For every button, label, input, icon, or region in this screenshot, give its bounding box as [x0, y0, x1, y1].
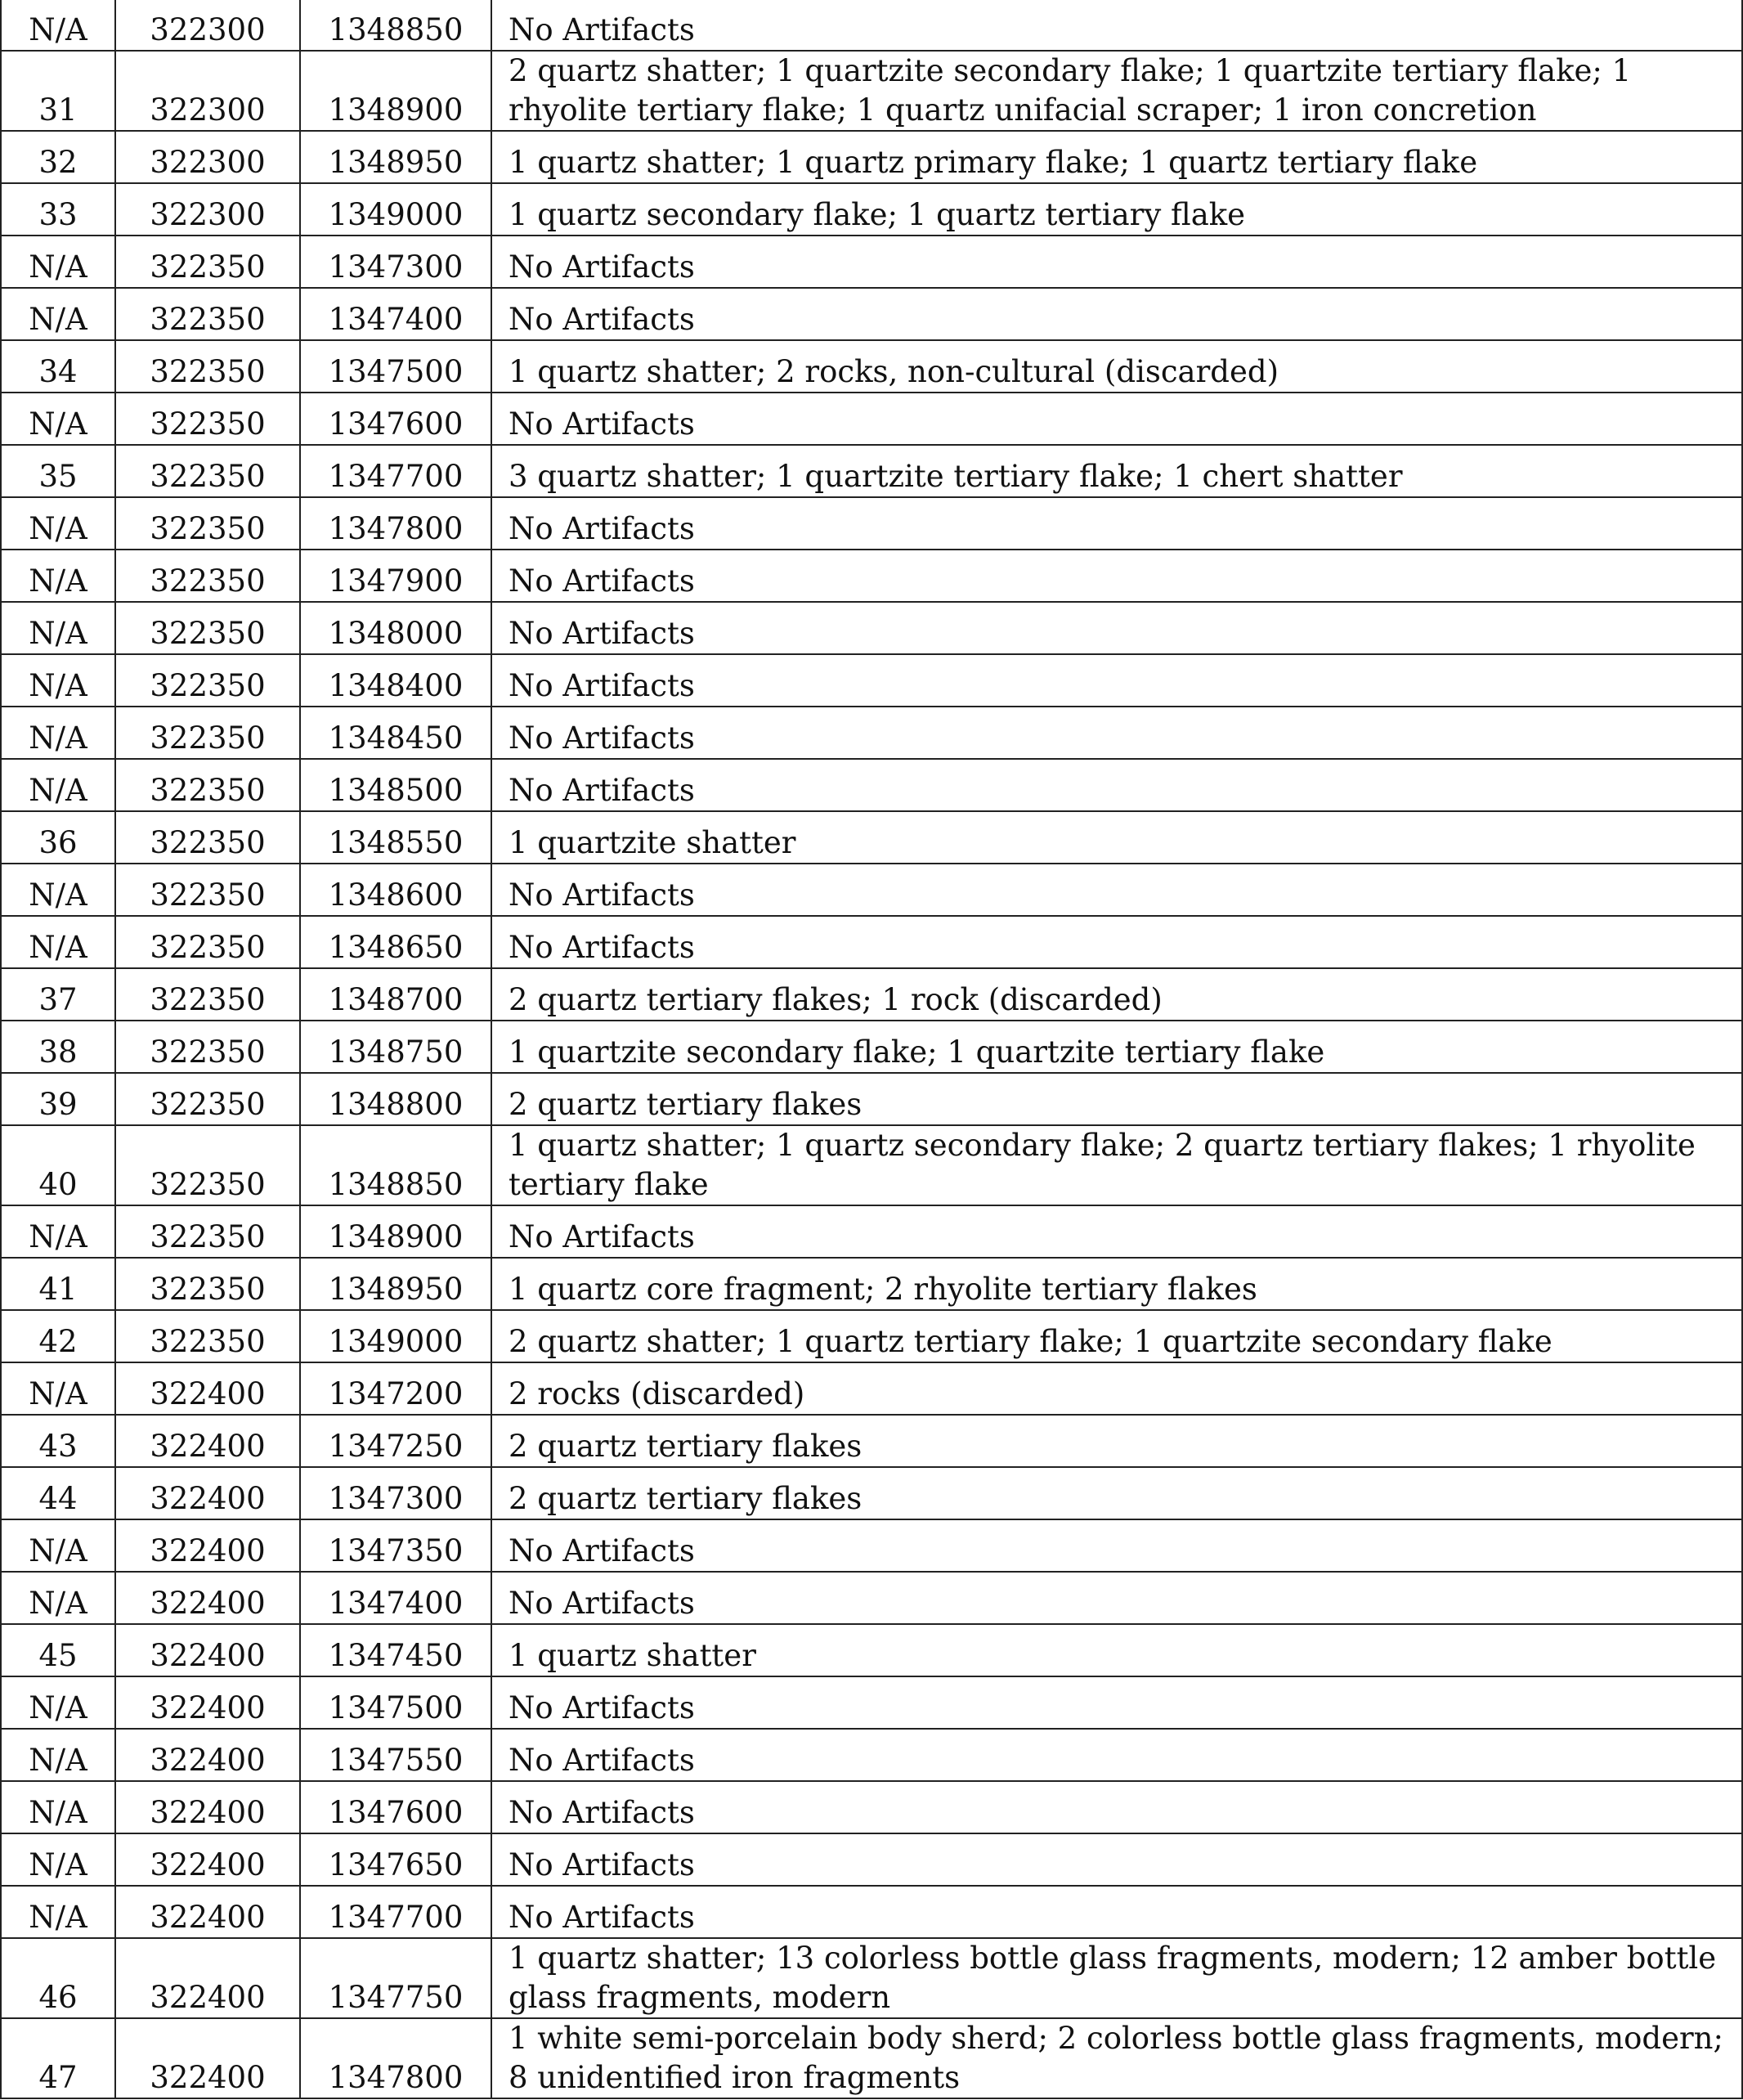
table-row — [1, 131, 1742, 183]
artifact-description: 2 quartz tertiary flakes; 1 rock (discarded) — [491, 968, 1742, 1021]
shovel-test-id: N/A — [1, 759, 115, 811]
artifact-description: No Artifacts — [491, 707, 1742, 759]
easting: 322300 — [115, 51, 300, 131]
table-row — [1, 759, 1742, 811]
northing: 1348750 — [300, 1021, 491, 1073]
northing: 1348950 — [300, 131, 491, 183]
northing: 1347300 — [300, 1467, 491, 1519]
easting: 322350 — [115, 550, 300, 602]
artifact-description: 1 quartz shatter; 1 quartz primary flake; 1 quartz tertiary flake — [491, 131, 1742, 183]
artifact-description: No Artifacts — [491, 0, 1742, 51]
northing: 1347550 — [300, 1729, 491, 1781]
northing: 1347400 — [300, 288, 491, 340]
artifact-description: 1 quartz shatter; 13 colorless bottle glass fragments, modern; 12 amber bottle glass fragments, modern — [491, 1938, 1742, 2018]
northing: 1348900 — [300, 51, 491, 131]
shovel-test-id: N/A — [1, 393, 115, 445]
table-row — [1, 1415, 1742, 1467]
shovel-test-id: N/A — [1, 654, 115, 707]
artifact-description: 1 quartz shatter; 1 quartz secondary flake; 2 quartz tertiary flakes; 1 rhyolite tertiary flake — [491, 1125, 1742, 1205]
artifact-description: 2 quartz shatter; 1 quartzite secondary flake; 1 quartzite tertiary flake; 1 rhyolite tertiary flake; 1 quartz unifacial scraper; 1 iron concretion — [491, 51, 1742, 131]
shovel-test-id: N/A — [1, 1729, 115, 1781]
shovel-test-id: N/A — [1, 1572, 115, 1624]
artifact-description: 1 quartz shatter; 2 rocks, non-cultural (discarded) — [491, 340, 1742, 393]
easting: 322350 — [115, 864, 300, 916]
northing: 1348000 — [300, 602, 491, 654]
easting: 322400 — [115, 1729, 300, 1781]
easting: 322350 — [115, 340, 300, 393]
table-row — [1, 236, 1742, 288]
easting: 322350 — [115, 654, 300, 707]
artifact-description: 2 quartz shatter; 1 quartz tertiary flake; 1 quartzite secondary flake — [491, 1310, 1742, 1362]
northing: 1347400 — [300, 1572, 491, 1624]
shovel-test-id: 32 — [1, 131, 115, 183]
easting: 322350 — [115, 1310, 300, 1362]
northing: 1347500 — [300, 1676, 491, 1729]
northing: 1347200 — [300, 1362, 491, 1415]
easting: 322350 — [115, 707, 300, 759]
easting: 322350 — [115, 288, 300, 340]
easting: 322350 — [115, 445, 300, 497]
shovel-test-id: N/A — [1, 550, 115, 602]
table-row — [1, 864, 1742, 916]
shovel-test-id: N/A — [1, 0, 115, 51]
artifact-description: No Artifacts — [491, 236, 1742, 288]
table-row — [1, 968, 1742, 1021]
easting: 322300 — [115, 183, 300, 236]
northing: 1347700 — [300, 1886, 491, 1938]
easting: 322350 — [115, 916, 300, 968]
easting: 322300 — [115, 131, 300, 183]
northing: 1347650 — [300, 1833, 491, 1886]
shovel-test-id: 43 — [1, 1415, 115, 1467]
table-row — [1, 1886, 1742, 1938]
easting: 322400 — [115, 1886, 300, 1938]
easting: 322400 — [115, 1833, 300, 1886]
northing: 1348400 — [300, 654, 491, 707]
table-row — [1, 183, 1742, 236]
northing: 1348850 — [300, 0, 491, 51]
table-row — [1, 1676, 1742, 1729]
easting: 322350 — [115, 497, 300, 550]
easting: 322400 — [115, 1362, 300, 1415]
shovel-test-id: 42 — [1, 1310, 115, 1362]
artifact-description: No Artifacts — [491, 759, 1742, 811]
artifact-description: No Artifacts — [491, 916, 1742, 968]
artifact-description: No Artifacts — [491, 602, 1742, 654]
northing: 1347350 — [300, 1519, 491, 1572]
artifact-description: 1 white semi-porcelain body sherd; 2 colorless bottle glass fragments, modern; 8 unidentified iron fragments — [491, 2018, 1742, 2098]
table-row — [1, 51, 1742, 131]
easting: 322400 — [115, 1415, 300, 1467]
northing: 1347600 — [300, 393, 491, 445]
shovel-test-id: 44 — [1, 1467, 115, 1519]
artifact-description: No Artifacts — [491, 288, 1742, 340]
artifact-description: No Artifacts — [491, 1833, 1742, 1886]
artifact-description: 1 quartz secondary flake; 1 quartz tertiary flake — [491, 183, 1742, 236]
shovel-test-id: N/A — [1, 497, 115, 550]
easting: 322300 — [115, 0, 300, 51]
shovel-test-id: N/A — [1, 236, 115, 288]
table-row — [1, 1021, 1742, 1073]
easting: 322350 — [115, 393, 300, 445]
table-row — [1, 1624, 1742, 1676]
northing: 1347900 — [300, 550, 491, 602]
easting: 322350 — [115, 811, 300, 864]
easting: 322400 — [115, 1624, 300, 1676]
northing: 1348550 — [300, 811, 491, 864]
shovel-test-id: N/A — [1, 1676, 115, 1729]
shovel-test-id: N/A — [1, 1781, 115, 1833]
artifact-description: No Artifacts — [491, 1729, 1742, 1781]
table-row — [1, 1781, 1742, 1833]
shovel-test-id: 46 — [1, 1938, 115, 2018]
northing: 1347750 — [300, 1938, 491, 2018]
northing: 1349000 — [300, 183, 491, 236]
shovel-test-id: 35 — [1, 445, 115, 497]
northing: 1349000 — [300, 1310, 491, 1362]
easting: 322350 — [115, 759, 300, 811]
easting: 322350 — [115, 236, 300, 288]
northing: 1347300 — [300, 236, 491, 288]
artifact-description: 2 quartz tertiary flakes — [491, 1415, 1742, 1467]
easting: 322400 — [115, 1519, 300, 1572]
northing: 1348500 — [300, 759, 491, 811]
northing: 1347500 — [300, 340, 491, 393]
shovel-test-id: N/A — [1, 864, 115, 916]
table-row — [1, 1467, 1742, 1519]
table-row — [1, 393, 1742, 445]
artifact-description: 2 quartz tertiary flakes — [491, 1073, 1742, 1125]
artifact-description: No Artifacts — [491, 654, 1742, 707]
table-row — [1, 1938, 1742, 2018]
northing: 1347250 — [300, 1415, 491, 1467]
shovel-test-id: N/A — [1, 1519, 115, 1572]
table-row — [1, 1729, 1742, 1781]
shovel-test-id: N/A — [1, 707, 115, 759]
easting: 322350 — [115, 968, 300, 1021]
shovel-test-id: 31 — [1, 51, 115, 131]
artifact-description: 2 quartz tertiary flakes — [491, 1467, 1742, 1519]
artifact-table-body — [1, 0, 1742, 2098]
artifact-description: 3 quartz shatter; 1 quartzite tertiary flake; 1 chert shatter — [491, 445, 1742, 497]
northing: 1348600 — [300, 864, 491, 916]
shovel-test-id: 38 — [1, 1021, 115, 1073]
artifact-description: No Artifacts — [491, 1886, 1742, 1938]
easting: 322400 — [115, 2018, 300, 2098]
table-row — [1, 1362, 1742, 1415]
shovel-test-id: N/A — [1, 1362, 115, 1415]
shovel-test-id: 41 — [1, 1258, 115, 1310]
shovel-test-id: N/A — [1, 916, 115, 968]
table-row — [1, 707, 1742, 759]
table-row — [1, 916, 1742, 968]
shovel-test-id: 40 — [1, 1125, 115, 1205]
table-row — [1, 1519, 1742, 1572]
artifact-description: 1 quartz core fragment; 2 rhyolite tertiary flakes — [491, 1258, 1742, 1310]
easting: 322350 — [115, 1258, 300, 1310]
northing: 1347800 — [300, 497, 491, 550]
northing: 1348450 — [300, 707, 491, 759]
table-row — [1, 0, 1742, 51]
table-row — [1, 497, 1742, 550]
table-row — [1, 1310, 1742, 1362]
artifact-description: No Artifacts — [491, 1676, 1742, 1729]
artifact-description: No Artifacts — [491, 1205, 1742, 1258]
northing: 1348950 — [300, 1258, 491, 1310]
table-row — [1, 654, 1742, 707]
artifact-description: No Artifacts — [491, 497, 1742, 550]
table-row — [1, 445, 1742, 497]
artifact-description: 2 rocks (discarded) — [491, 1362, 1742, 1415]
artifact-description: 1 quartz shatter — [491, 1624, 1742, 1676]
northing: 1348700 — [300, 968, 491, 1021]
easting: 322400 — [115, 1781, 300, 1833]
northing: 1348850 — [300, 1125, 491, 1205]
table-row — [1, 340, 1742, 393]
shovel-test-id: N/A — [1, 1833, 115, 1886]
shovel-test-id: N/A — [1, 602, 115, 654]
northing: 1348900 — [300, 1205, 491, 1258]
northing: 1347450 — [300, 1624, 491, 1676]
table-row — [1, 1073, 1742, 1125]
northing: 1348650 — [300, 916, 491, 968]
table-row — [1, 1205, 1742, 1258]
easting: 322350 — [115, 1125, 300, 1205]
shovel-test-id: N/A — [1, 1205, 115, 1258]
northing: 1348800 — [300, 1073, 491, 1125]
shovel-test-id: 47 — [1, 2018, 115, 2098]
northing: 1347600 — [300, 1781, 491, 1833]
table-row — [1, 550, 1742, 602]
easting: 322400 — [115, 1938, 300, 2018]
easting: 322350 — [115, 602, 300, 654]
table-row — [1, 1572, 1742, 1624]
shovel-test-id: 34 — [1, 340, 115, 393]
table-row — [1, 602, 1742, 654]
shovel-test-id: N/A — [1, 288, 115, 340]
shovel-test-id: 39 — [1, 1073, 115, 1125]
artifact-description: 1 quartzite shatter — [491, 811, 1742, 864]
table-row — [1, 2018, 1742, 2098]
artifact-description: No Artifacts — [491, 1781, 1742, 1833]
table-row — [1, 288, 1742, 340]
artifact-description: No Artifacts — [491, 1572, 1742, 1624]
table-row — [1, 811, 1742, 864]
shovel-test-id: N/A — [1, 1886, 115, 1938]
table-row — [1, 1258, 1742, 1310]
shovel-test-id: 45 — [1, 1624, 115, 1676]
easting: 322350 — [115, 1073, 300, 1125]
shovel-test-id: 37 — [1, 968, 115, 1021]
shovel-test-id: 33 — [1, 183, 115, 236]
artifact-description: No Artifacts — [491, 393, 1742, 445]
table-row — [1, 1833, 1742, 1886]
easting: 322400 — [115, 1676, 300, 1729]
easting: 322400 — [115, 1572, 300, 1624]
northing: 1347700 — [300, 445, 491, 497]
artifact-description: No Artifacts — [491, 550, 1742, 602]
table-row — [1, 1125, 1742, 1205]
artifact-description: 1 quartzite secondary flake; 1 quartzite tertiary flake — [491, 1021, 1742, 1073]
easting: 322400 — [115, 1467, 300, 1519]
shovel-test-id: 36 — [1, 811, 115, 864]
artifact-description: No Artifacts — [491, 864, 1742, 916]
easting: 322350 — [115, 1021, 300, 1073]
northing: 1347800 — [300, 2018, 491, 2098]
artifact-description: No Artifacts — [491, 1519, 1742, 1572]
easting: 322350 — [115, 1205, 300, 1258]
